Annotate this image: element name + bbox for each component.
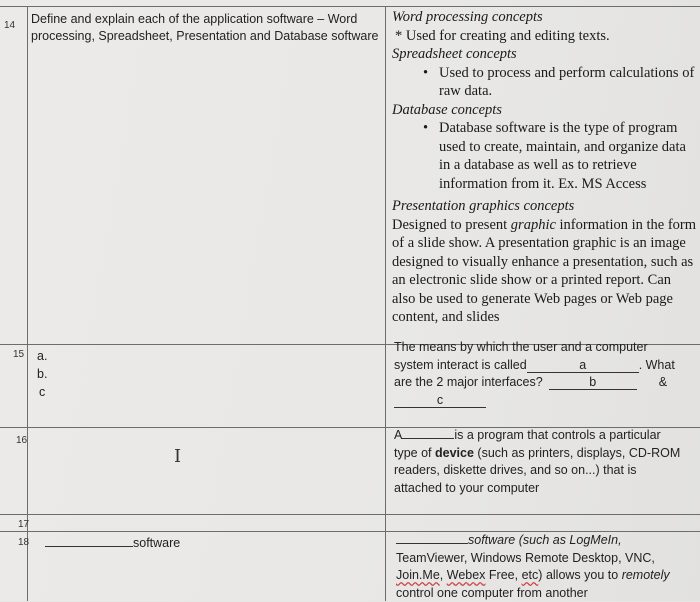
spreadsheet-bullet — [392, 64, 697, 101]
row-number: 17 — [18, 519, 29, 530]
answer-16-text: (such as printers, displays, CD-ROM — [477, 446, 680, 460]
word-processing-heading: Word processing concepts — [392, 8, 697, 27]
sub-item-label: b. — [37, 366, 47, 383]
answer-18-text: , — [440, 568, 443, 582]
answer-15-text: are the 2 major interfaces? — [394, 375, 543, 389]
number-column-divider — [27, 6, 28, 601]
answer-18-line4: control one computer from another — [396, 585, 698, 602]
answer-15-line3 — [394, 374, 694, 392]
answer-16-bold: device — [435, 446, 474, 460]
database-bullet-text: Database software is the type of program used to create, maintain, and organize data in a database as well as to retrieve information from it. Ex. MS Access — [439, 120, 686, 192]
bullet-icon: • — [423, 64, 439, 83]
row-divider — [0, 514, 700, 515]
spreadsheet-bullet-text: Used to process and perform calculations of raw data. — [439, 65, 694, 100]
database-heading: Database concepts — [392, 101, 697, 120]
question-18 — [45, 535, 180, 552]
presentation-text — [392, 216, 697, 327]
answer-16-line4: attached to your computer — [394, 480, 696, 498]
spellcheck-word: Webex — [447, 568, 486, 582]
answer-18 — [396, 532, 698, 602]
text-cursor-icon: I — [174, 446, 181, 467]
answer-16-text: is a program that controls a particular — [454, 428, 660, 442]
fill-in-blank-c[interactable]: c — [394, 394, 486, 408]
answer-15-text: system interact is called — [394, 358, 527, 372]
answer-16-text: type of — [394, 446, 432, 460]
fill-in-blank-16[interactable] — [402, 438, 454, 439]
presentation-text-part: information in the form of a slide show. A presentation graphic is an image designed to visually enhance a presentation, such as an electronic slide show or a printed report. Can also be used to generate Web pages or Web page content, and slides — [392, 217, 696, 326]
answer-16-line1 — [394, 427, 696, 445]
answer-18-line1 — [396, 532, 698, 550]
spellcheck-word: Join.Me — [396, 568, 440, 582]
answer-column-divider — [385, 6, 386, 601]
bullet-icon: • — [423, 119, 439, 138]
sub-item-label: c — [39, 384, 45, 401]
question-text: Define and explain each of the application software – Word processing, Spreadsheet, Presentation and Database software — [31, 11, 381, 45]
ampersand: & — [659, 375, 667, 389]
answer-16-line3: readers, diskette drives, and so on...) that is — [394, 462, 696, 480]
row-number: 18 — [18, 537, 29, 548]
row-number: 15 — [13, 349, 24, 360]
answer-18-text: allows you to — [546, 568, 618, 582]
answer-15-line4 — [394, 392, 694, 410]
presentation-text-italic: graphic — [511, 217, 556, 233]
answer-18-line3 — [396, 567, 698, 585]
answer-15-line2 — [394, 357, 694, 375]
answer-15 — [394, 339, 694, 409]
fill-in-blank-18[interactable] — [45, 546, 133, 547]
fill-in-blank-a[interactable]: a — [527, 359, 639, 373]
answer-16-text: A — [394, 428, 402, 442]
answer-18-italic: remotely — [622, 568, 670, 582]
row-divider — [0, 6, 700, 7]
spreadsheet-heading: Spreadsheet concepts — [392, 45, 697, 64]
fill-in-blank-b[interactable]: b — [549, 376, 637, 390]
answer-14 — [392, 8, 697, 327]
answer-16 — [394, 427, 696, 497]
answer-18-text: Free, — [489, 568, 518, 582]
answer-18-italic: software (such as LogMeIn, — [468, 533, 622, 547]
answer-16-line2 — [394, 445, 696, 463]
sub-item-label: a. — [37, 348, 47, 365]
answer-18-text: ) — [538, 568, 542, 582]
row-number: 16 — [16, 435, 27, 446]
spellcheck-word: etc — [522, 568, 539, 582]
question-18-suffix: software — [133, 536, 180, 550]
presentation-heading: Presentation graphics concepts — [392, 197, 697, 216]
database-bullet — [392, 119, 697, 193]
answer-18-line2: TeamViewer, Windows Remote Desktop, VNC, — [396, 550, 698, 568]
word-processing-text: * Used for creating and editing texts. — [392, 27, 697, 46]
presentation-text-part: Designed to present — [392, 217, 507, 233]
answer-15-text: . What — [639, 358, 675, 372]
fill-in-blank-18-answer[interactable] — [396, 543, 468, 544]
row-number: 14 — [4, 20, 15, 31]
answer-15-line1: The means by which the user and a computer — [394, 339, 694, 357]
